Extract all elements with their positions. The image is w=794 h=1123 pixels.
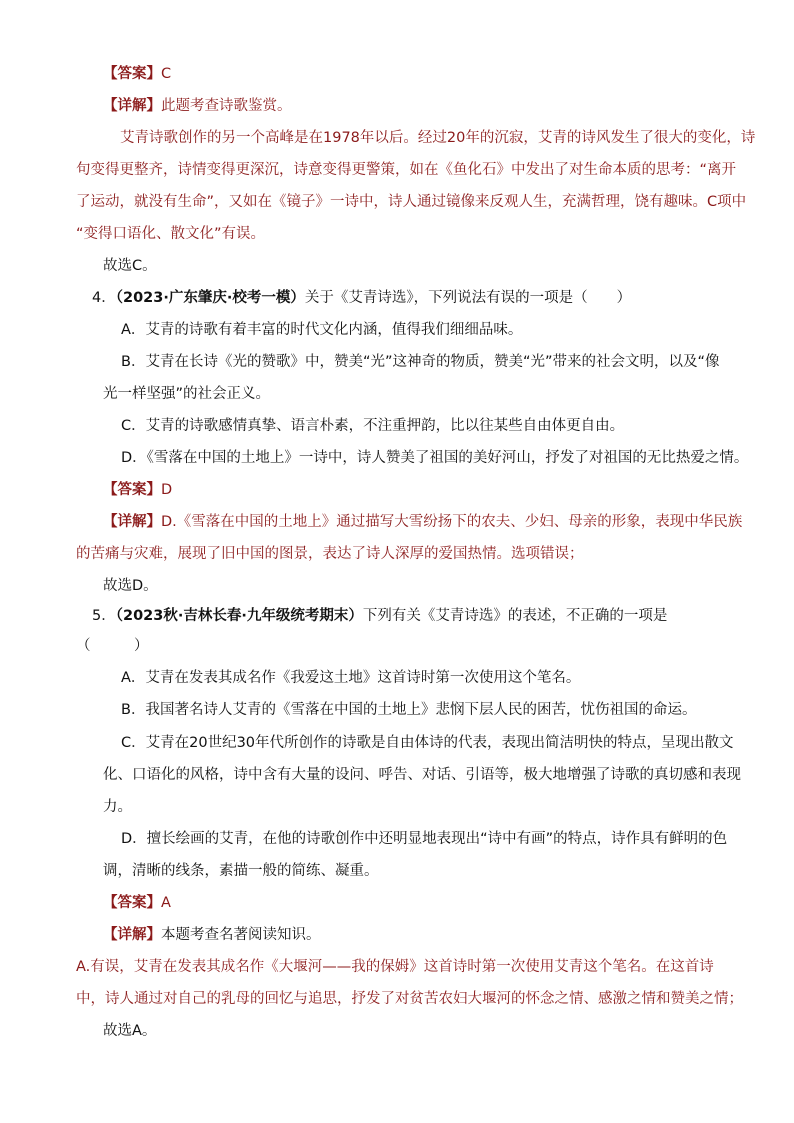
option-b: B．艾青在长诗《光的赞歌》中，赞美“光”这神奇的物质，赞美“光”带来的社会文明，以及“像: [121, 354, 720, 370]
option-a: A．艾青在发表其成名作《我爱这土地》这首诗时第一次使用这个笔名。: [121, 670, 581, 686]
answer-label: 【答案】: [103, 895, 161, 911]
answer-value: D: [161, 482, 173, 498]
answer-label: 【答案】: [103, 482, 161, 498]
paragraph-line: 艾青诗歌创作的另一个高峰是在1978年以后。经过20年的沉寂，艾青的诗风发生了很大的变化，诗: [120, 130, 756, 146]
answer-label: 【答案】: [103, 66, 161, 82]
option-b-continued: 光一样坚强”的社会正义。: [103, 386, 271, 402]
conclusion: 故选A。: [103, 1023, 157, 1039]
detail-label: 【详解】: [103, 98, 161, 114]
detail-line-continued: A.有误，艾青在发表其成名作《大堰河——我的保姆》这首诗时第一次使用艾青这个笔名。在这首诗: [76, 959, 714, 975]
detail-text: 此题考查诗歌鉴赏。: [161, 98, 292, 114]
option-a: A．艾青的诗歌有着丰富的时代文化内涵，值得我们细细品味。: [121, 322, 523, 338]
answer-line: [103, 893, 171, 913]
paragraph-line: 句变得更整齐，诗情变得更深沉，诗意变得更警策，如在《鱼化石》中发出了对生命本质的思考：“离开: [76, 162, 737, 178]
answer-value: A: [161, 895, 171, 911]
detail-line: [103, 96, 292, 116]
option-c-continued: 化、口语化的风格，诗中含有大量的设问、呼告、对话、引语等，极大地增强了诗歌的真切感和表现: [103, 767, 741, 783]
detail-text: D.《雪落在中国的土地上》通过描写大雪纷扬下的农夫、少妇、母亲的形象，表现中华民族: [161, 514, 743, 530]
conclusion: 故选C。: [103, 258, 157, 274]
option-c: C．艾青在20世纪30年代所创作的诗歌是自由体诗的代表，表现出简洁明快的特点，呈现出散文: [121, 735, 734, 751]
answer-value: C: [161, 66, 172, 82]
question-source: （2023·广东肇庆·校考一模）: [115, 290, 305, 306]
question-text: 下列有关《艾青诗选》的表述，不正确的一项是: [362, 608, 668, 624]
question-source: （2023秋·吉林长春·九年级统考期末）: [115, 608, 363, 624]
option-b: B．我国著名诗人艾青的《雪落在中国的土地上》悲悯下层人民的困苦，忧伤祖国的命运。: [121, 702, 697, 718]
detail-line: [103, 925, 321, 945]
option-d: D．《雪落在中国的土地上》一诗中，诗人赞美了祖国的美好河山，抒发了对祖国的无比热爱之情。: [121, 450, 749, 466]
option-c: C．艾青的诗歌感情真挚、语言朴素，不注重押韵，比以往某些自由体更自由。: [121, 418, 625, 434]
paragraph-line: “变得口语化、散文化”有误。: [76, 226, 266, 242]
detail-line-continued: 中，诗人通过对自己的乳母的回忆与追思，抒发了对贫苦农妇大堰河的怀念之情、感激之情和赞美之情；: [76, 991, 743, 1007]
detail-line: [103, 512, 742, 532]
question-4-stem: [92, 288, 631, 308]
paragraph-line: 了运动，就没有生命”，又如在《镜子》一诗中，诗人通过镜像来反观人生，充满哲理，饶有趣味。C项中: [76, 194, 747, 210]
question-text: 关于《艾青诗选》，下列说法有误的一项是（ ）: [304, 290, 632, 306]
detail-line-continued: 的苦痛与灾难，展现了旧中国的图景，表达了诗人深厚的爱国热情。选项错误；: [76, 546, 584, 562]
detail-label: 【详解】: [103, 927, 161, 943]
option-d-continued: 调，清晰的线条，素描一般的简练、凝重。: [103, 863, 379, 879]
question-number: 5．: [92, 608, 116, 624]
detail-label: 【详解】: [103, 514, 161, 530]
conclusion: 故选D。: [103, 578, 158, 594]
answer-line: [103, 480, 172, 500]
answer-parentheses: （ ）: [76, 638, 149, 654]
question-number: 4．: [92, 290, 116, 306]
option-c-continued: 力。: [103, 799, 132, 815]
detail-text: 本题考查名著阅读知识。: [161, 927, 321, 943]
option-d: D．擅长绘画的艾青，在他的诗歌创作中还明显地表现出“诗中有画”的特点，诗作具有鲜明的色: [121, 831, 728, 847]
question-5-stem: [92, 606, 667, 626]
answer-line: [103, 64, 171, 84]
